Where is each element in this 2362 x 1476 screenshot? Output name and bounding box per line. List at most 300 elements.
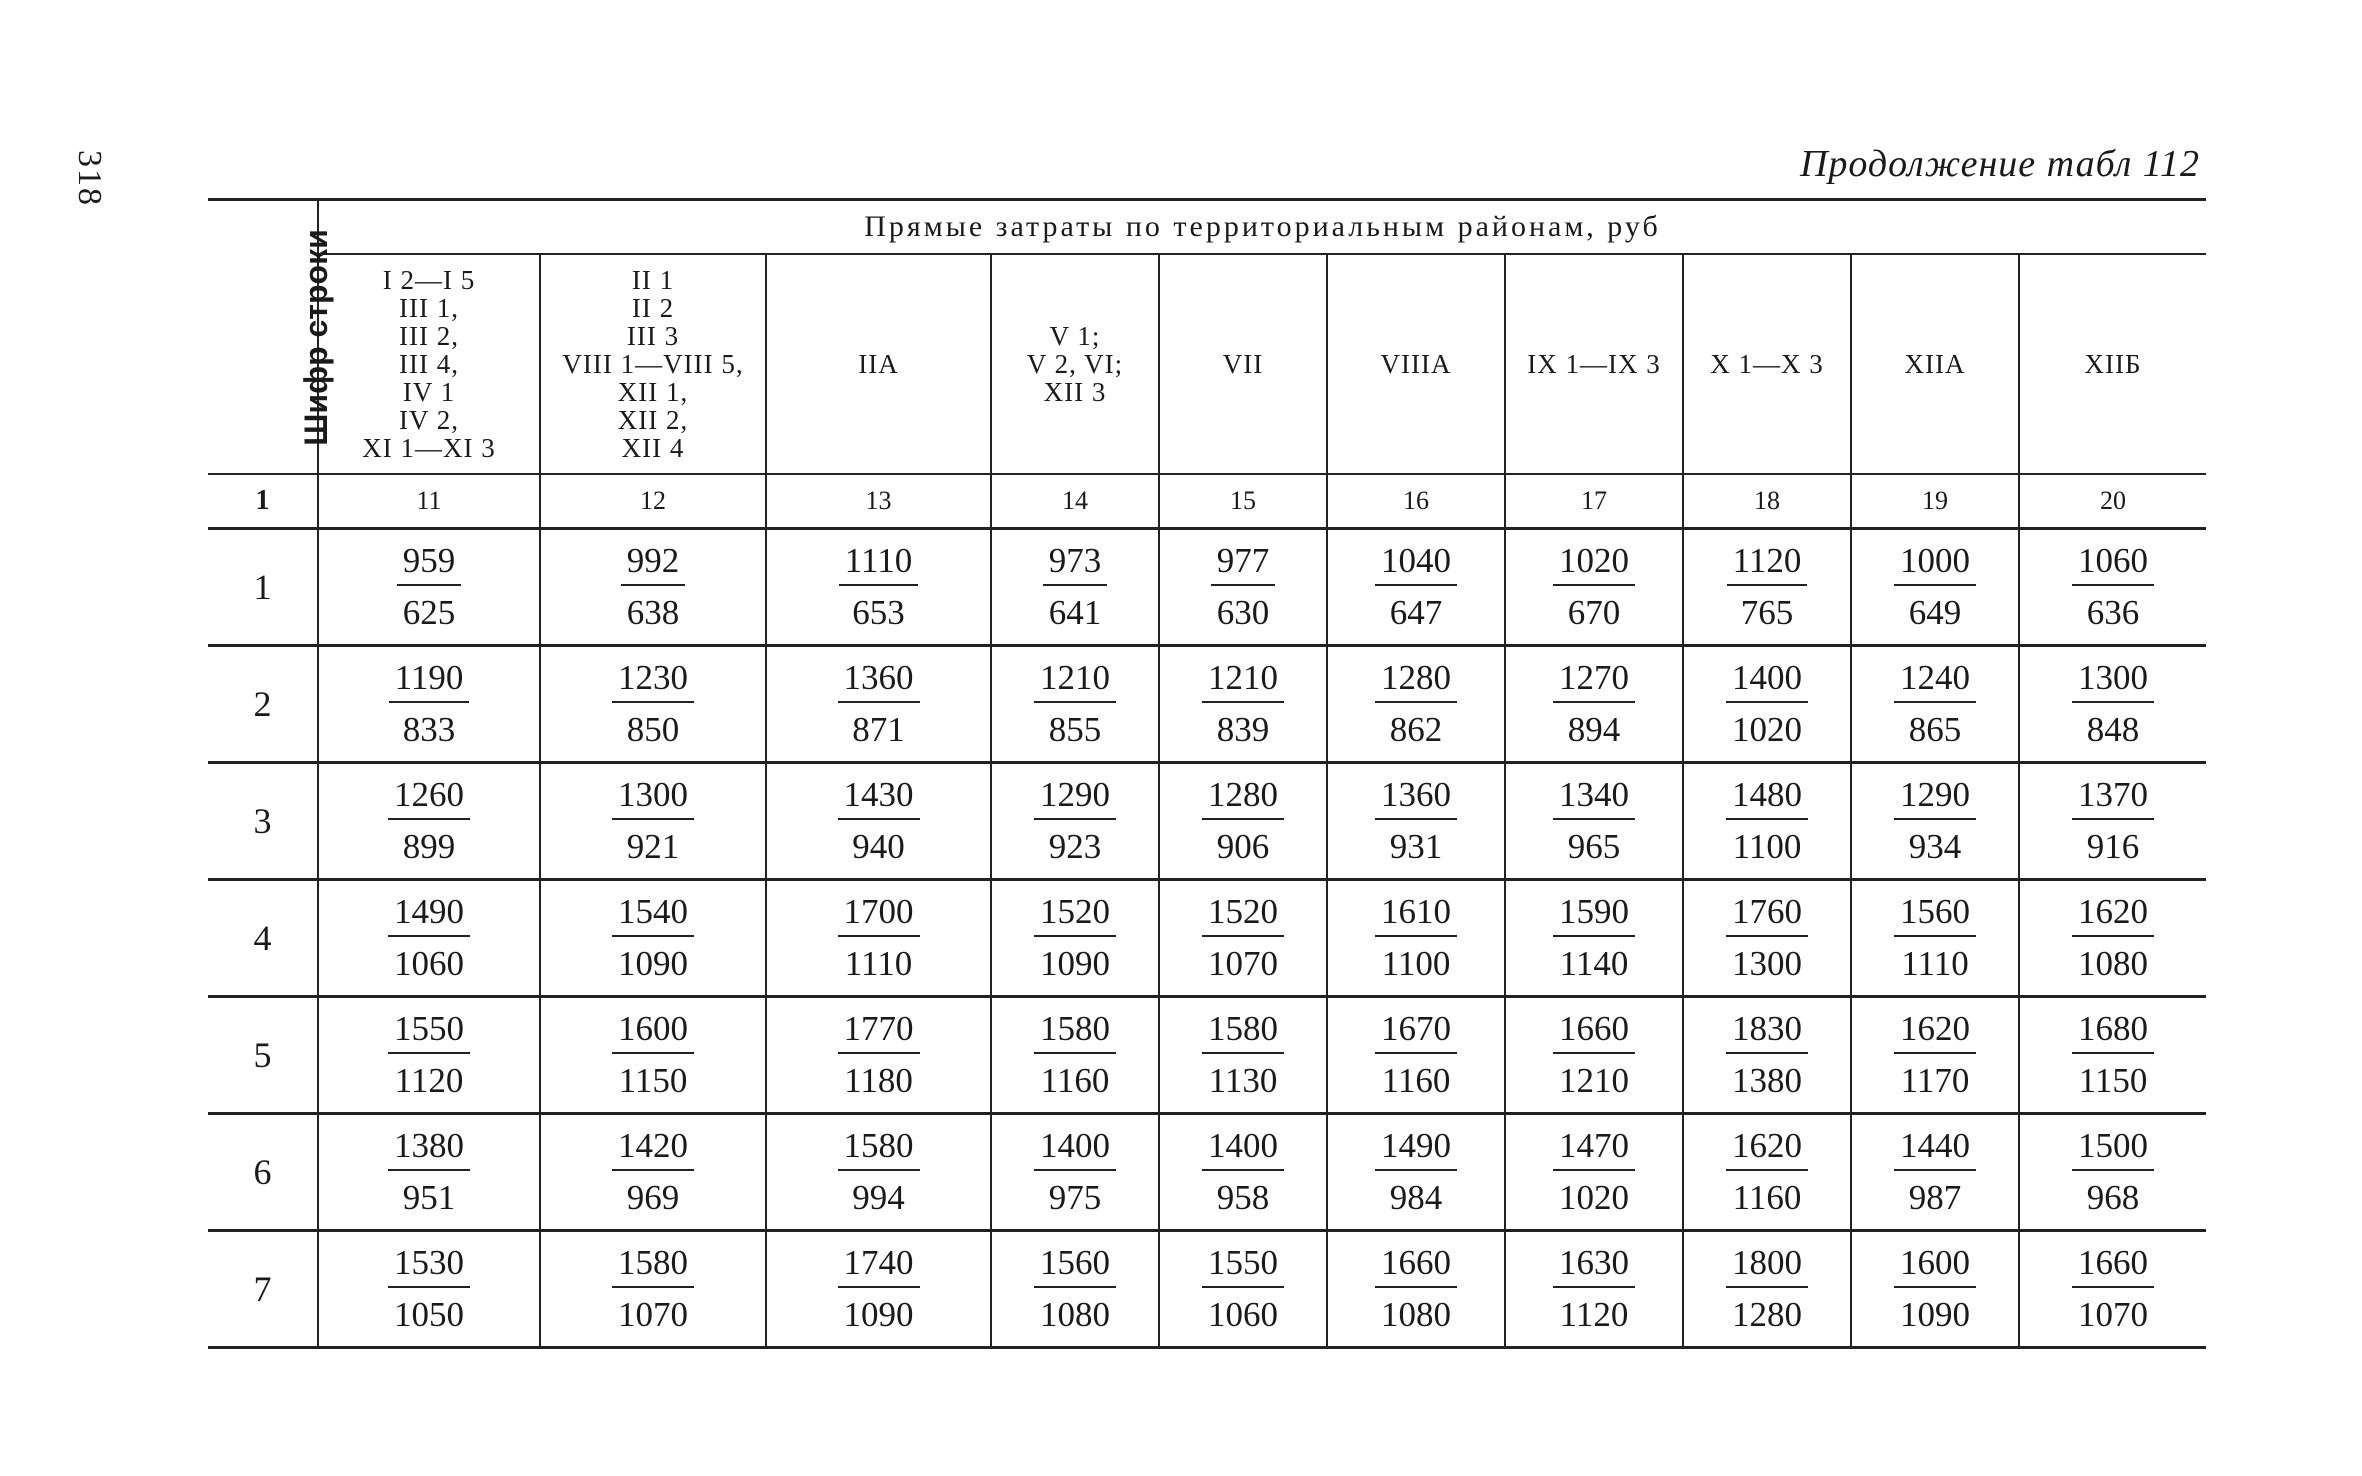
cost-cell xyxy=(1505,529,1683,646)
cost-numerator: 1360 xyxy=(1375,774,1457,820)
row-code: 1 xyxy=(208,529,318,646)
column-number-15: 15 xyxy=(1159,474,1327,529)
cost-cell xyxy=(540,1231,766,1348)
cost-numerator: 1610 xyxy=(1375,891,1457,937)
cost-denominator: 965 xyxy=(1567,827,1621,866)
row-code: 4 xyxy=(208,880,318,997)
cost-cell xyxy=(1159,1114,1327,1231)
cost-numerator: 1400 xyxy=(1202,1125,1284,1171)
cost-denominator: 906 xyxy=(1216,827,1270,866)
cost-cell xyxy=(1505,1114,1683,1231)
cost-cell xyxy=(1683,646,1851,763)
cost-fraction xyxy=(2072,774,2154,868)
cost-cell xyxy=(1505,880,1683,997)
cost-denominator: 649 xyxy=(1908,593,1962,632)
cost-denominator: 1090 xyxy=(843,1295,914,1334)
table-row xyxy=(208,529,2206,646)
cost-denominator: 1120 xyxy=(394,1061,464,1100)
column-header-line: V 1; xyxy=(1049,321,1101,351)
column-header-line: XII 4 xyxy=(621,433,685,463)
column-number-17: 17 xyxy=(1505,474,1683,529)
cost-cell xyxy=(540,529,766,646)
cost-fraction xyxy=(1894,1125,1976,1219)
table-row xyxy=(208,880,2206,997)
cost-fraction xyxy=(1202,774,1284,868)
cost-numerator: 1620 xyxy=(1726,1125,1808,1171)
cost-cell xyxy=(1505,646,1683,763)
cost-cell xyxy=(540,763,766,880)
row-code: 6 xyxy=(208,1114,318,1231)
cost-fraction xyxy=(1894,774,1976,868)
cost-denominator: 1160 xyxy=(1040,1061,1110,1100)
cost-cell xyxy=(1505,763,1683,880)
cost-cell xyxy=(1327,529,1505,646)
cost-fraction xyxy=(1034,891,1116,985)
cost-cell xyxy=(991,763,1159,880)
cost-cell xyxy=(2019,646,2206,763)
cost-denominator: 1130 xyxy=(1208,1061,1278,1100)
cost-fraction xyxy=(1894,540,1976,634)
cost-denominator: 630 xyxy=(1216,593,1270,632)
cost-numerator: 1400 xyxy=(1034,1125,1116,1171)
cost-denominator: 1100 xyxy=(1732,827,1802,866)
cost-fraction xyxy=(1034,657,1116,751)
column-header-line: XI 1—XI 3 xyxy=(362,433,496,463)
cost-cell xyxy=(1327,1114,1505,1231)
page-number: 318 xyxy=(71,150,108,207)
cost-numerator: 1420 xyxy=(612,1125,694,1171)
cost-denominator: 968 xyxy=(2086,1178,2140,1217)
cost-denominator: 1140 xyxy=(1559,944,1629,983)
cost-fraction xyxy=(388,1242,470,1336)
cost-fraction xyxy=(1726,1008,1808,1102)
cost-fraction xyxy=(388,1008,470,1102)
cost-cell xyxy=(540,1114,766,1231)
cost-cell xyxy=(318,1231,540,1348)
cost-fraction xyxy=(1894,657,1976,751)
cost-fraction xyxy=(389,657,470,751)
cost-numerator: 1060 xyxy=(2072,540,2154,586)
cost-numerator: 1740 xyxy=(838,1242,920,1288)
cost-denominator: 653 xyxy=(852,593,905,632)
cost-denominator: 975 xyxy=(1048,1178,1102,1217)
cost-numerator: 1550 xyxy=(1202,1242,1284,1288)
cost-cell xyxy=(766,880,991,997)
cost-fraction xyxy=(838,1008,920,1102)
cost-cell xyxy=(1159,1231,1327,1348)
cost-numerator: 1530 xyxy=(388,1242,470,1288)
column-header-19 xyxy=(1851,254,2019,474)
cost-denominator: 1090 xyxy=(1040,944,1110,983)
cost-cell xyxy=(318,646,540,763)
cost-numerator: 1110 xyxy=(839,540,918,586)
cost-denominator: 916 xyxy=(2086,827,2140,866)
cost-fraction xyxy=(1034,774,1116,868)
cost-cell xyxy=(2019,997,2206,1114)
cost-cell xyxy=(1683,763,1851,880)
column-header-line: IV 1 xyxy=(402,377,456,407)
column-number-20: 20 xyxy=(2019,474,2206,529)
cost-denominator: 1080 xyxy=(2078,944,2149,983)
cost-numerator: 1490 xyxy=(388,891,470,937)
cost-fraction xyxy=(1553,774,1635,868)
cost-cell xyxy=(1851,997,2019,1114)
cost-cell xyxy=(991,529,1159,646)
cost-fraction xyxy=(2072,1242,2154,1336)
column-header-12 xyxy=(540,254,766,474)
cost-denominator: 1090 xyxy=(1900,1295,1970,1334)
cost-denominator: 850 xyxy=(626,710,680,749)
cost-fraction xyxy=(1726,1242,1808,1336)
cost-fraction xyxy=(1726,774,1808,868)
cost-denominator: 958 xyxy=(1216,1178,1270,1217)
cost-numerator: 1340 xyxy=(1553,774,1635,820)
cost-cell xyxy=(766,763,991,880)
cost-denominator: 1180 xyxy=(844,1061,913,1100)
column-header-line: XII 3 xyxy=(1043,377,1107,407)
cost-denominator: 1070 xyxy=(2078,1295,2149,1334)
table-row xyxy=(208,997,2206,1114)
cost-numerator: 1680 xyxy=(2072,1008,2154,1054)
cost-cell xyxy=(1159,763,1327,880)
cost-denominator: 765 xyxy=(1740,593,1794,632)
cost-denominator: 951 xyxy=(402,1178,456,1217)
cost-numerator: 1660 xyxy=(1553,1008,1635,1054)
column-number-row xyxy=(208,474,2206,529)
column-header-line: III 3 xyxy=(626,321,680,351)
cost-numerator: 977 xyxy=(1211,540,1276,586)
cost-table xyxy=(208,198,2206,1349)
column-header-line: I 2—I 5 xyxy=(382,265,476,295)
column-number-19: 19 xyxy=(1851,474,2019,529)
row-code: 2 xyxy=(208,646,318,763)
cost-fraction xyxy=(1202,1125,1284,1219)
cost-denominator: 839 xyxy=(1216,710,1270,749)
cost-fraction xyxy=(838,774,920,868)
column-header-11 xyxy=(318,254,540,474)
column-number-11: 11 xyxy=(318,474,540,529)
cost-fraction xyxy=(612,1008,694,1102)
column-header-line: XII 2, xyxy=(617,405,689,435)
table-row xyxy=(208,1231,2206,1348)
cost-denominator: 862 xyxy=(1389,710,1443,749)
cost-denominator: 1060 xyxy=(1208,1295,1278,1334)
cost-denominator: 1120 xyxy=(1559,1295,1629,1334)
column-header-13 xyxy=(766,254,991,474)
cost-numerator: 1500 xyxy=(2072,1125,2154,1171)
cost-numerator: 1440 xyxy=(1894,1125,1976,1171)
cost-cell xyxy=(1851,1231,2019,1348)
cost-denominator: 984 xyxy=(1389,1178,1443,1217)
cost-numerator: 1580 xyxy=(838,1125,920,1171)
cost-fraction xyxy=(397,540,462,634)
cost-denominator: 921 xyxy=(626,827,680,866)
cost-numerator: 1120 xyxy=(1727,540,1808,586)
cost-fraction xyxy=(1726,891,1808,985)
cost-cell xyxy=(318,763,540,880)
cost-denominator: 987 xyxy=(1908,1178,1962,1217)
cost-denominator: 1210 xyxy=(1559,1061,1629,1100)
column-header-line: XII 1, xyxy=(617,377,689,407)
cost-cell xyxy=(540,880,766,997)
cost-fraction xyxy=(1375,1242,1457,1336)
cost-cell xyxy=(2019,1114,2206,1231)
cost-numerator: 1280 xyxy=(1202,774,1284,820)
cost-cell xyxy=(766,529,991,646)
cost-cell xyxy=(1327,763,1505,880)
cost-numerator: 1800 xyxy=(1726,1242,1808,1288)
cost-numerator: 1630 xyxy=(1553,1242,1635,1288)
cost-denominator: 1090 xyxy=(618,944,688,983)
cost-cell xyxy=(1327,880,1505,997)
row-code-header xyxy=(208,200,334,475)
cost-cell xyxy=(318,880,540,997)
cost-denominator: 1080 xyxy=(1381,1295,1451,1334)
column-header-line: VIII 1—VIII 5, xyxy=(562,349,744,379)
group-header: Прямые затраты по территориальным районам, руб xyxy=(318,200,2206,255)
cost-cell xyxy=(318,997,540,1114)
cost-denominator: 969 xyxy=(626,1178,680,1217)
cost-fraction xyxy=(2072,657,2154,751)
cost-numerator: 1490 xyxy=(1375,1125,1457,1171)
cost-numerator: 1700 xyxy=(838,891,920,937)
cost-fraction xyxy=(2072,540,2154,634)
cost-fraction xyxy=(1894,891,1976,985)
cost-denominator: 641 xyxy=(1048,593,1102,632)
cost-denominator: 1300 xyxy=(1732,944,1802,983)
cost-fraction xyxy=(1202,657,1284,751)
cost-cell xyxy=(1683,1114,1851,1231)
column-header-line: VII xyxy=(1222,349,1264,379)
cost-numerator: 1290 xyxy=(1894,774,1976,820)
cost-fraction xyxy=(1553,1008,1635,1102)
cost-cell xyxy=(1159,529,1327,646)
column-header-line: X 1—X 3 xyxy=(1710,349,1824,379)
cost-numerator: 1300 xyxy=(2072,657,2154,703)
cost-fraction xyxy=(1034,1242,1116,1336)
cost-denominator: 833 xyxy=(402,710,456,749)
cost-fraction xyxy=(1727,540,1808,634)
table-body xyxy=(208,529,2206,1348)
cost-numerator: 1380 xyxy=(388,1125,470,1171)
cost-numerator: 1580 xyxy=(612,1242,694,1288)
cost-cell xyxy=(2019,529,2206,646)
column-header-line: IIA xyxy=(858,349,899,379)
row-code: 3 xyxy=(208,763,318,880)
cost-fraction xyxy=(1211,540,1276,634)
cost-cell xyxy=(766,1114,991,1231)
cost-fraction xyxy=(1375,774,1457,868)
header-group-row xyxy=(208,200,2206,255)
cost-cell xyxy=(1683,997,1851,1114)
cost-denominator: 1070 xyxy=(1208,944,1278,983)
cost-numerator: 1360 xyxy=(838,657,920,703)
column-header-line: III 2, xyxy=(399,321,459,351)
cost-cell xyxy=(1159,646,1327,763)
cost-numerator: 1470 xyxy=(1553,1125,1635,1171)
cost-numerator: 1580 xyxy=(1202,1008,1284,1054)
cost-fraction xyxy=(1375,540,1457,634)
cost-numerator: 1600 xyxy=(1894,1242,1976,1288)
cost-numerator: 1550 xyxy=(388,1008,470,1054)
cost-numerator: 1660 xyxy=(1375,1242,1457,1288)
cost-denominator: 1100 xyxy=(1381,944,1451,983)
cost-fraction xyxy=(388,774,470,868)
cost-denominator: 1150 xyxy=(618,1061,688,1100)
cost-fraction xyxy=(838,891,920,985)
cost-fraction xyxy=(612,657,694,751)
cost-fraction xyxy=(388,1125,470,1219)
table-header xyxy=(208,200,2206,529)
column-header-line: IX 1—IX 3 xyxy=(1527,349,1661,379)
cost-cell xyxy=(1505,1231,1683,1348)
cost-numerator: 1670 xyxy=(1375,1008,1457,1054)
cost-fraction xyxy=(1034,1125,1116,1219)
cost-fraction xyxy=(612,1242,694,1336)
cost-numerator: 1280 xyxy=(1375,657,1457,703)
table-row xyxy=(208,1114,2206,1231)
cost-fraction xyxy=(1553,657,1635,751)
column-header-line: IV 2, xyxy=(398,405,459,435)
cost-fraction xyxy=(1202,1242,1284,1336)
cost-fraction xyxy=(612,774,694,868)
cost-numerator: 1300 xyxy=(612,774,694,820)
cost-denominator: 994 xyxy=(852,1178,905,1217)
cost-fraction xyxy=(1375,1008,1457,1102)
cost-numerator: 1520 xyxy=(1034,891,1116,937)
cost-cell xyxy=(1851,763,2019,880)
cost-cell xyxy=(991,1231,1159,1348)
cost-numerator: 1520 xyxy=(1202,891,1284,937)
table-caption: Продолжение табл 112 xyxy=(1799,143,2200,185)
cost-fraction xyxy=(1034,1008,1116,1102)
cost-numerator: 1480 xyxy=(1726,774,1808,820)
cost-fraction xyxy=(1202,891,1284,985)
cost-numerator: 1560 xyxy=(1894,891,1976,937)
cost-denominator: 1080 xyxy=(1040,1295,1110,1334)
cost-denominator: 647 xyxy=(1389,593,1443,632)
cost-denominator: 940 xyxy=(852,827,905,866)
cost-fraction xyxy=(839,540,918,634)
column-header-line: XIIA xyxy=(1904,349,1966,379)
cost-fraction xyxy=(621,540,686,634)
column-header-line: III 4, xyxy=(399,349,459,379)
cost-denominator: 855 xyxy=(1048,710,1102,749)
row-code: 7 xyxy=(208,1231,318,1348)
column-header-line: II 2 xyxy=(631,293,675,323)
cost-numerator: 1540 xyxy=(612,891,694,937)
cost-cell xyxy=(2019,1231,2206,1348)
cost-fraction xyxy=(1894,1242,1976,1336)
cost-cell xyxy=(991,997,1159,1114)
row-code-label: Шифр строки xyxy=(297,228,334,446)
cost-numerator: 1590 xyxy=(1553,891,1635,937)
cost-cell xyxy=(318,529,540,646)
cost-denominator: 931 xyxy=(1389,827,1443,866)
column-number-1: 1 xyxy=(208,474,318,529)
column-header-18 xyxy=(1683,254,1851,474)
cost-cell xyxy=(1683,880,1851,997)
cost-denominator: 1280 xyxy=(1732,1295,1802,1334)
column-number-13: 13 xyxy=(766,474,991,529)
cost-numerator: 1580 xyxy=(1034,1008,1116,1054)
cost-fraction xyxy=(612,891,694,985)
cost-fraction xyxy=(838,1125,920,1219)
row-code: 5 xyxy=(208,997,318,1114)
cost-fraction xyxy=(2072,891,2154,985)
cost-fraction xyxy=(1043,540,1108,634)
cost-fraction xyxy=(1375,1125,1457,1219)
column-header-line: III 1, xyxy=(399,293,459,323)
cost-cell xyxy=(766,1231,991,1348)
cost-numerator: 1190 xyxy=(389,657,470,703)
cost-denominator: 899 xyxy=(402,827,456,866)
cost-denominator: 1070 xyxy=(618,1295,688,1334)
cost-denominator: 923 xyxy=(1048,827,1102,866)
cost-fraction xyxy=(388,891,470,985)
cost-fraction xyxy=(1726,657,1808,751)
cost-cell xyxy=(2019,880,2206,997)
cost-denominator: 894 xyxy=(1567,710,1621,749)
cost-fraction xyxy=(1375,891,1457,985)
cost-cell xyxy=(1851,880,2019,997)
cost-denominator: 1150 xyxy=(2078,1061,2148,1100)
cost-numerator: 1230 xyxy=(612,657,694,703)
cost-cell xyxy=(2019,763,2206,880)
cost-numerator: 1760 xyxy=(1726,891,1808,937)
cost-fraction xyxy=(1202,1008,1284,1102)
cost-denominator: 636 xyxy=(2086,593,2140,632)
cost-numerator: 1020 xyxy=(1553,540,1635,586)
cost-cell xyxy=(1851,646,2019,763)
cost-fraction xyxy=(1726,1125,1808,1219)
cost-denominator: 1110 xyxy=(1901,944,1969,983)
column-header-16 xyxy=(1327,254,1505,474)
cost-numerator: 1620 xyxy=(1894,1008,1976,1054)
cost-cell xyxy=(1327,1231,1505,1348)
column-header-15 xyxy=(1159,254,1327,474)
cost-denominator: 1050 xyxy=(394,1295,464,1334)
column-number-12: 12 xyxy=(540,474,766,529)
table-row xyxy=(208,763,2206,880)
cost-cell xyxy=(540,646,766,763)
column-header-line: VIIIA xyxy=(1380,349,1452,379)
cost-numerator: 959 xyxy=(397,540,462,586)
column-header-line: II 1 xyxy=(631,265,675,295)
cost-cell xyxy=(318,1114,540,1231)
cost-numerator: 973 xyxy=(1043,540,1108,586)
cost-cell xyxy=(540,997,766,1114)
cost-cell xyxy=(1159,880,1327,997)
cost-denominator: 1020 xyxy=(1732,710,1802,749)
column-number-16: 16 xyxy=(1327,474,1505,529)
cost-numerator: 1290 xyxy=(1034,774,1116,820)
cost-fraction xyxy=(2072,1125,2154,1219)
column-header-17 xyxy=(1505,254,1683,474)
cost-numerator: 1430 xyxy=(838,774,920,820)
cost-numerator: 1560 xyxy=(1034,1242,1116,1288)
cost-denominator: 625 xyxy=(402,593,456,632)
column-header-20 xyxy=(2019,254,2206,474)
cost-numerator: 1400 xyxy=(1726,657,1808,703)
cost-numerator: 1370 xyxy=(2072,774,2154,820)
cost-numerator: 1240 xyxy=(1894,657,1976,703)
cost-fraction xyxy=(838,1242,920,1336)
cost-numerator: 1000 xyxy=(1894,540,1976,586)
cost-fraction xyxy=(838,657,920,751)
cost-numerator: 1660 xyxy=(2072,1242,2154,1288)
cost-cell xyxy=(1683,529,1851,646)
